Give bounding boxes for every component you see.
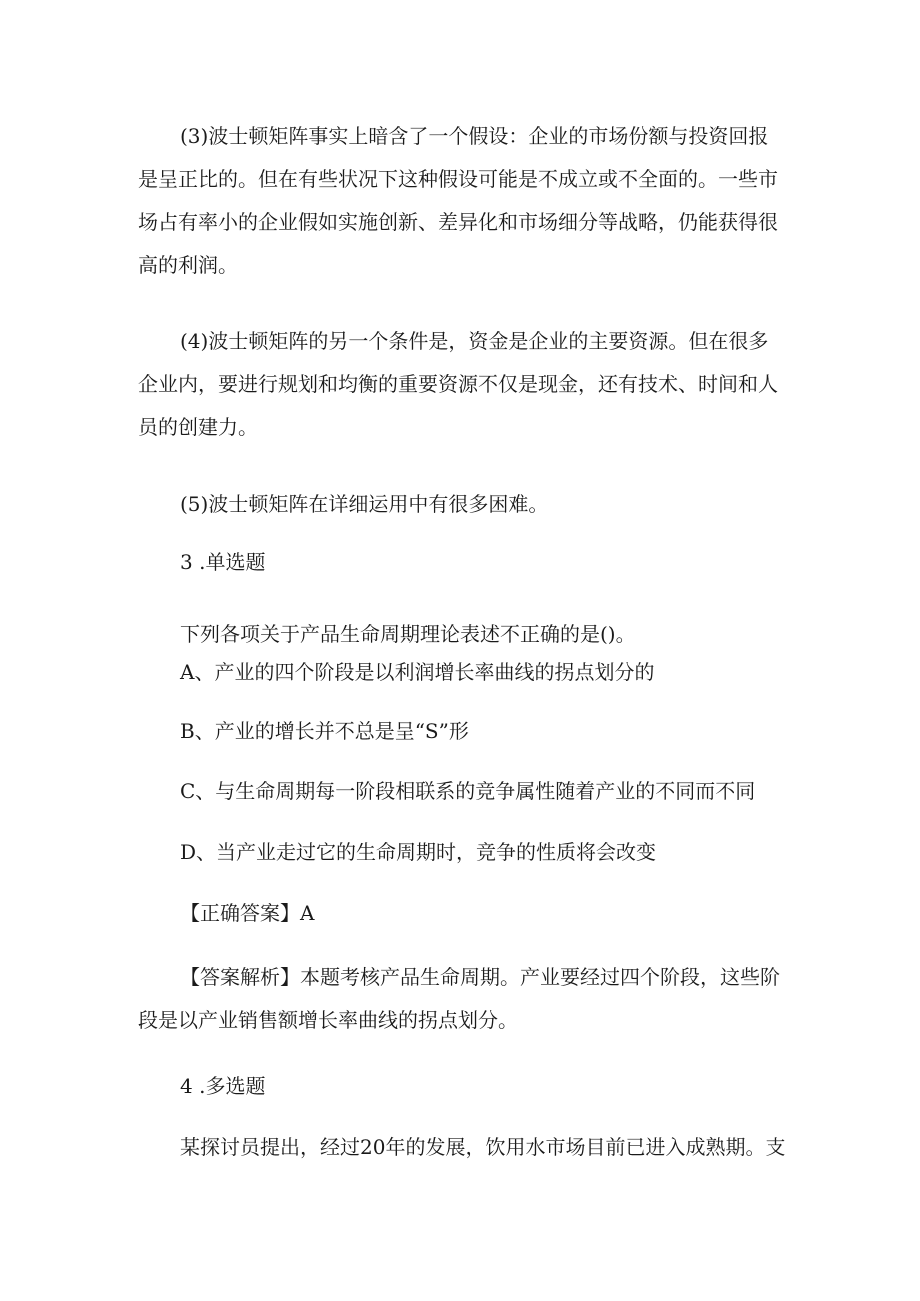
question-3-answer-analysis: 【答案解析】本题考核产品生命周期。产业要经过四个阶段，这些阶段是以产业销售额增长率曲线的拐点划分。	[138, 965, 780, 1032]
question-3-correct-answer: 【正确答案】A	[180, 901, 315, 925]
question-3-stem: 下列各项关于产品生命周期理论表述不正确的是()。	[180, 622, 636, 646]
question-4-stem: 某探讨员提出，经过20年的发展，饮用水市场目前已进入成熟期。支	[180, 1135, 786, 1159]
question-3-option-a: A、产业的四个阶段是以利润增长率曲线的拐点划分的	[180, 660, 655, 684]
question-3-heading: 3 .单选题	[180, 550, 266, 574]
question-3-option-c: C、与生命周期每一阶段相联系的竞争属性随着产业的不同而不同	[180, 779, 756, 803]
question-3-option-d: D、当产业走过它的生命周期时，竞争的性质将会改变	[180, 840, 657, 864]
question-3-option-b: B、产业的增长并不总是呈“S”形	[180, 719, 469, 743]
paragraph-boston-matrix-assumption: (3)波士顿矩阵事实上暗含了一个假设：企业的市场份额与投资回报是呈正比的。但在有些状况下这种假设可能是不成立或不全面的。一些市场占有率小的企业假如实施创新、差异化和市场细分等战略，仍能获得很高的利润。	[138, 124, 778, 277]
paragraph-boston-matrix-resource-condition: (4)波士顿矩阵的另一个条件是，资金是企业的主要资源。但在很多企业内，要进行规划和均衡的重要资源不仅是现金，还有技术、时间和人员的创建力。	[138, 329, 778, 439]
question-4-heading: 4 .多选题	[180, 1074, 266, 1098]
paragraph-boston-matrix-difficulty: (5)波士顿矩阵在详细运用中有很多困难。	[180, 492, 549, 516]
